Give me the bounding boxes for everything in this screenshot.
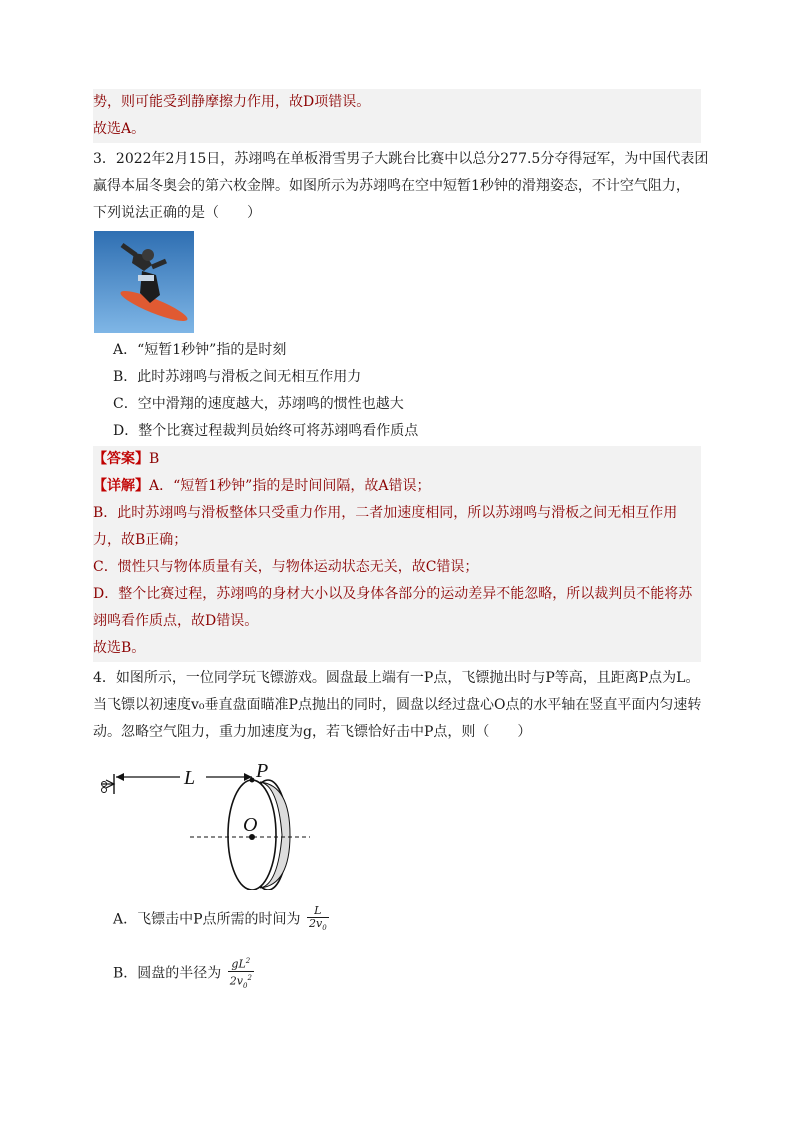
fraction-numerator: L <box>307 905 329 918</box>
q3-stem-line1: 3．2022年2月15日，苏翊鸣在单板滑雪男子大跳台比赛中以总分277.5分夺得冠军，为中国代表团 <box>93 151 709 167</box>
fraction-denominator-sub: 0 <box>322 924 327 933</box>
q3-answer <box>93 446 701 473</box>
label-O: O <box>243 814 258 836</box>
q3-conclusion: 故选B。 <box>93 635 701 662</box>
answer-label: 【答案】 <box>93 451 149 467</box>
q3-detail-line5: D．整个比赛过程，苏翊鸣的身材大小以及身体各部分的运动差异不能忽略，所以裁判员不能将苏 <box>93 581 701 608</box>
q3-option-d: D．整个比赛过程裁判员始终可将苏翊鸣看作质点 <box>113 423 419 439</box>
dart-disc-diagram <box>100 760 330 890</box>
q3-detail-line3: 力，故B正确； <box>93 527 701 554</box>
q4-option-b-fraction <box>228 955 254 992</box>
fraction-denominator-sub: 0 <box>242 981 248 990</box>
q3-option-b: B．此时苏翊鸣与滑板之间无相互作用力 <box>113 369 362 385</box>
fraction-numerator: gL <box>231 957 246 971</box>
q4-stem-line2: 当飞镖以初速度v₀垂直盘面瞄准P点抛出的同时，圆盘以经过盘心O点的水平轴在竖直平面内匀速转 <box>93 697 702 713</box>
prev-explanation-line: 势，则可能受到静摩擦力作用，故D项错误。 <box>93 89 701 116</box>
q4-option-a-text: A．飞镖击中P点所需的时间为 <box>113 911 301 928</box>
q3-detail-line1 <box>93 473 701 500</box>
fraction-denominator: 2v <box>308 917 323 930</box>
detail-label: 【详解】 <box>93 478 149 494</box>
q3-detail-line2: B．此时苏翊鸣与滑板整体只受重力作用，二者加速度相同，所以苏翊鸣与滑板之间无相互作用 <box>93 500 701 527</box>
label-P: P <box>256 760 269 782</box>
q4-option-a <box>93 905 329 934</box>
q4-option-b-text: B．圆盘的半径为 <box>113 965 222 982</box>
q3-option-c: C．空中滑翔的速度越大，苏翊鸣的惯性也越大 <box>113 396 404 412</box>
label-L: L <box>184 767 196 789</box>
q4-option-a-fraction <box>307 905 329 934</box>
snowboarder-photo <box>94 231 194 333</box>
q4-option-b <box>93 955 254 992</box>
detail-text: A．“短暂1秒钟”指的是时间间隔，故A错误； <box>149 478 431 494</box>
q3-detail-line6: 翊鸣看作质点，故D错误。 <box>93 608 701 635</box>
fraction-numerator-sup: 2 <box>245 957 251 965</box>
answer-value: B <box>149 451 160 467</box>
fraction-denominator-sup: 2 <box>247 973 252 982</box>
q4-stem-line3: 动。忽略空气阻力，重力加速度为g，若飞镖恰好击中P点，则（ ） <box>93 724 532 740</box>
q3-option-a: A．“短暂1秒钟”指的是时刻 <box>113 342 287 358</box>
prev-conclusion: 故选A。 <box>93 116 701 143</box>
q3-detail-line4: C．惯性只与物体质量有关，与物体运动状态无关，故C错误； <box>93 554 701 581</box>
dart-icon <box>102 774 115 794</box>
fraction-denominator: 2v <box>229 974 243 988</box>
q3-stem-line3: 下列说法正确的是（ ） <box>93 205 261 221</box>
q4-stem-line1: 4．如图所示，一位同学玩飞镖游戏。圆盘最上端有一P点，飞镖抛出时与P等高，且距离P点为L。 <box>93 670 700 686</box>
q3-stem-line2: 赢得本届冬奥会的第六枚金牌。如图所示为苏翊鸣在空中短暂1秒钟的滑翔姿态，不计空气阻力， <box>93 178 690 194</box>
